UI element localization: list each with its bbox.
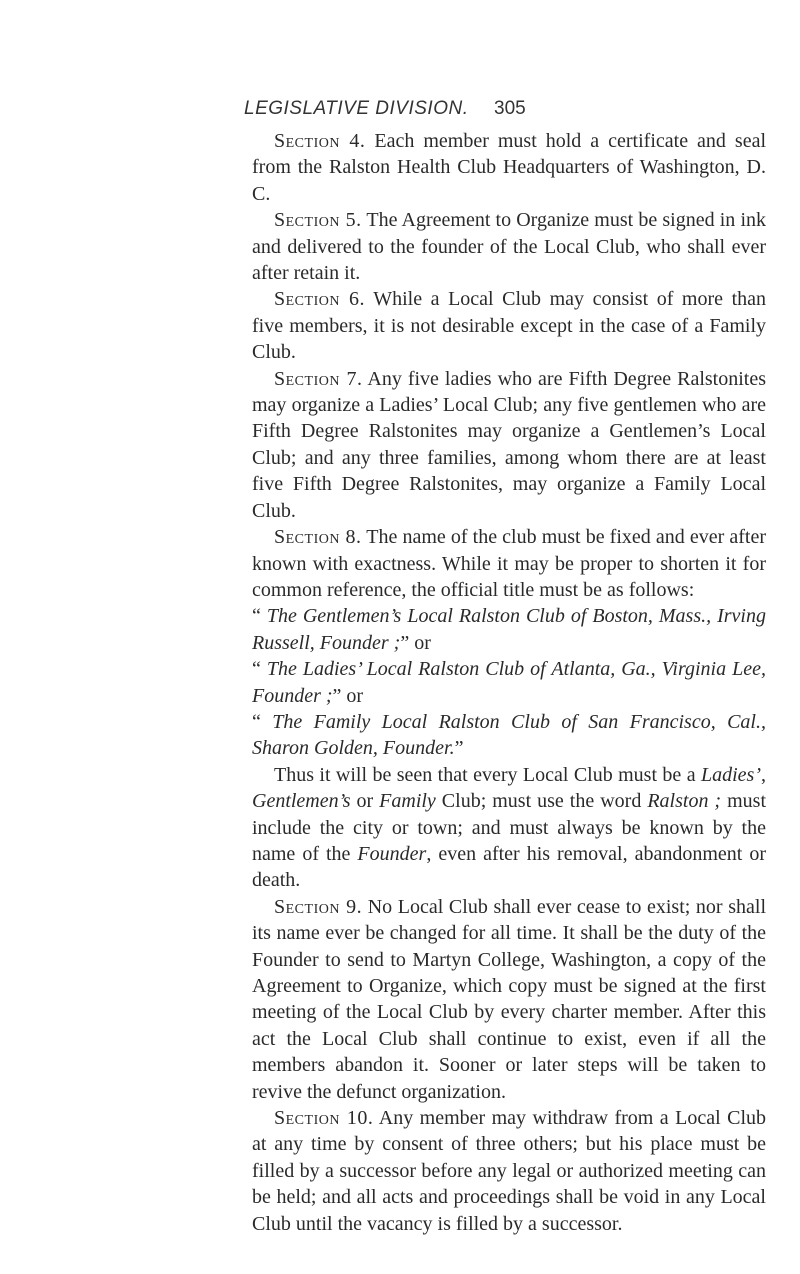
section-4-paragraph — [252, 128, 766, 207]
section-4-label: Section 4. — [274, 130, 366, 152]
club-title-example-2 — [252, 656, 766, 709]
club-title-3-open: “ — [252, 710, 273, 733]
section-9-text: No Local Club shall ever cease to exist; nor shall its name ever be changed for all time. It shall be the duty of the Founder to send to Martyn College, Washington, a copy of the Agreement to Organize, which copy must be signed at the first meeting of the Local Club by every charter member. After this act the Local Club shall continue to exist, even if all the members abandon it. Sooner or later steps will be taken to revive the defunct organization. — [252, 895, 766, 1103]
section-6-label: Section 6. — [274, 288, 366, 311]
section-6-text: While a Local Club may consist of more than five members, it is not desirable except in the case of a Family Club. — [252, 288, 767, 364]
section-8-label: Section 8. — [274, 526, 362, 549]
thus-italic-founder: Founder — [357, 842, 427, 865]
thus-text-1: Thus it will be seen that every Local Club must be a — [274, 763, 701, 786]
club-title-1-name: The Gentlemen’s Local Ralston Club of Boston, Mass., Irving Russell, Founder ; — [252, 605, 766, 654]
thus-italic-family: Family — [379, 790, 436, 813]
club-title-2-open: “ — [252, 658, 267, 681]
body-text — [252, 128, 766, 1237]
section-5-text: The Agreement to Organize must be signed in ink and delivered to the founder of the Local Club, who shall ever after retain it. — [252, 209, 766, 285]
section-10-text: Any member may withdraw from a Local Club at any time by consent of three others; but his place must be filled by a successor before any legal or authorized meeting can be held; and all acts and proceedings shall be void in any Local Club until the vacancy is filled by a successor. — [252, 1107, 767, 1235]
club-title-1-open: “ — [252, 605, 267, 628]
club-title-1-close: ” or — [400, 631, 431, 654]
section-4-text: Each member must hold a certificate and seal from the Ralston Health Club Headquarters of Washington, D. C. — [252, 130, 767, 205]
section-8-paragraph — [252, 524, 766, 603]
section-6-paragraph — [252, 286, 766, 365]
thus-paragraph — [252, 762, 766, 894]
section-7-label: Section 7. — [274, 367, 363, 390]
club-title-example-1 — [252, 603, 766, 656]
club-title-2-name: The Ladies’ Local Ralston Club of Atlanta, Ga., Virginia Lee, Founder ; — [252, 658, 766, 707]
section-9-paragraph — [252, 894, 766, 1105]
club-title-3-name: The Family Local Ralston Club of San Francisco, Cal., Sharon Golden, Founder. — [252, 710, 766, 760]
thus-text-2: , — [761, 763, 766, 786]
running-head-title: LEGISLATIVE DIVISION. — [244, 98, 469, 119]
section-10-label: Section 10. — [274, 1107, 374, 1130]
section-5-paragraph — [252, 207, 766, 286]
club-title-2-close: ” or — [332, 684, 364, 707]
page-number: 305 — [494, 98, 526, 119]
section-8-text: The name of the club must be fixed and ever after known with exactness. While it may be proper to shorten it for common reference, the official title must be as follows: — [252, 526, 766, 601]
thus-text-6: , even after his removal, abandonment or death. — [252, 842, 766, 892]
thus-italic-gentlemens: Gentlemen’s — [252, 790, 351, 813]
section-10-paragraph — [252, 1105, 766, 1237]
thus-italic-ladies: Ladies’ — [701, 763, 761, 786]
section-7-paragraph — [252, 366, 766, 524]
club-title-3-close: ” — [454, 737, 464, 760]
thus-italic-ralston: Ralston ; — [647, 790, 722, 813]
section-9-label: Section 9. — [274, 895, 363, 918]
section-7-text: Any five ladies who are Fifth Degree Ralstonites may organize a Ladies’ Local Club; any five gentlemen who are Fifth Degree Ralstonites may organize a Gentlemen’s Local Club; and any three families, among whom there are at least five Fifth Degree Ralstonites, may organize a Family Local Club. — [252, 367, 766, 522]
thus-text-4: Club; must use the word — [435, 790, 648, 813]
running-head — [244, 98, 764, 124]
thus-text-3: or — [350, 790, 380, 813]
section-5-label: Section 5. — [274, 209, 362, 232]
thus-text-5: must include the city or town; and must always be known by the name of the — [252, 790, 766, 865]
club-title-example-3 — [252, 709, 766, 762]
